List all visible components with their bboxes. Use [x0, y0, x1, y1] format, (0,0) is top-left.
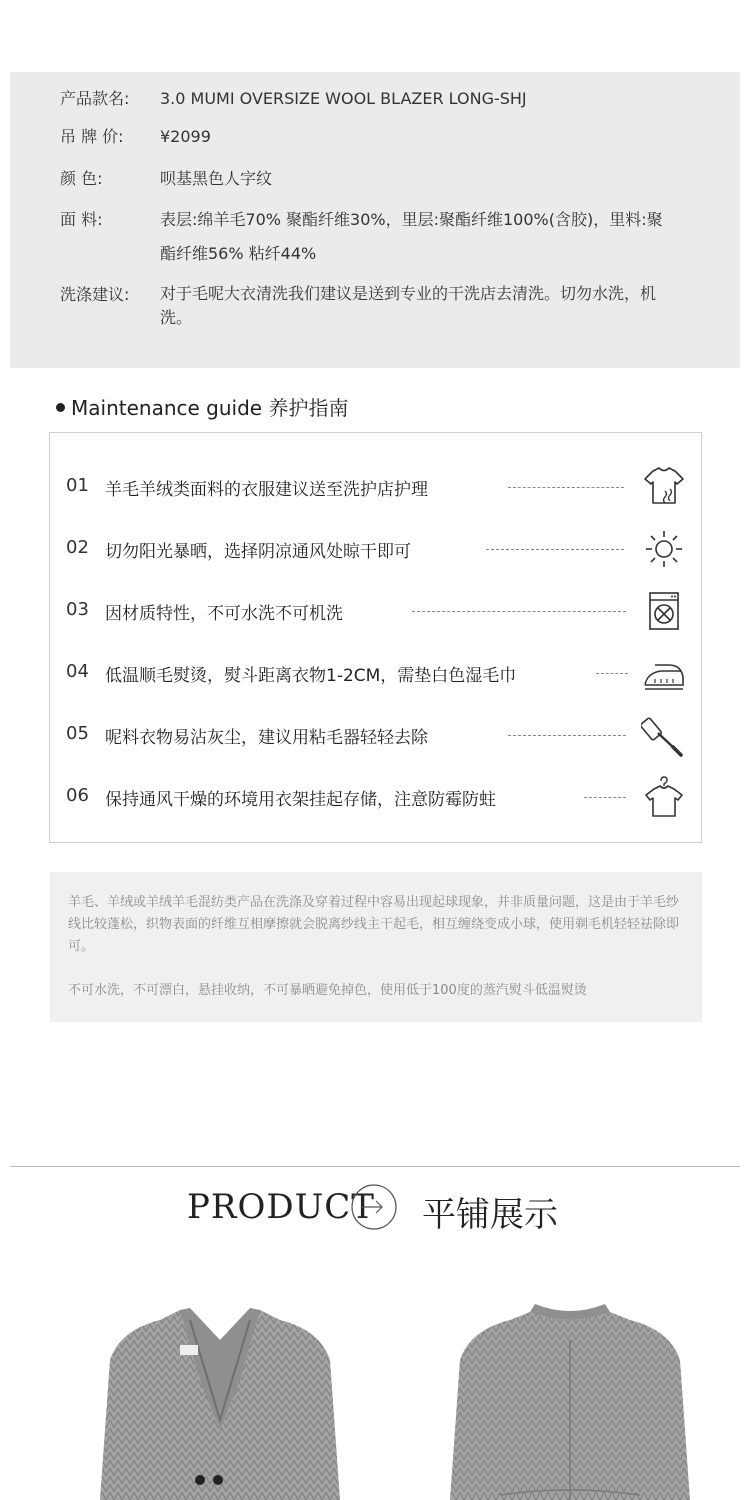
spec-label: 产品款名:	[60, 89, 130, 108]
dotted-leader	[508, 487, 624, 488]
guide-item	[50, 461, 701, 511]
dotted-leader	[508, 735, 626, 736]
lint-roller-icon	[641, 713, 687, 757]
care-note-pilling: 羊毛、羊绒或羊绒羊毛混纺类产品在洗涤及穿着过程中容易出现起球现象，并非质量问题，这是由于羊毛纱线比较蓬松，织物表面的纤维互相摩擦就会脱离纱线主干起毛，相互缠绕变成小球，使用剃毛机轻轻祛除即可。	[68, 895, 680, 954]
guide-item	[50, 709, 701, 759]
guide-item-text: 羊毛羊绒类面料的衣服建议送至洗护店护理	[105, 480, 428, 500]
product-heading-en: PRODUCT	[187, 1187, 375, 1227]
guide-item	[50, 771, 701, 821]
guide-item-number: 06	[66, 785, 89, 806]
product-spec-panel	[10, 72, 740, 368]
guide-item-text: 因材质特性，不可水洗不可机洗	[105, 604, 343, 624]
product-heading-cn: 平铺展示	[422, 1195, 558, 1235]
spec-label: 洗涤建议:	[60, 285, 130, 304]
guide-item-text: 保持通风干燥的环境用衣架挂起存储，注意防霉防蛀	[105, 790, 496, 810]
guide-item-number: 03	[66, 599, 89, 620]
guide-item-number: 01	[66, 475, 89, 496]
guide-item	[50, 523, 701, 573]
spec-label: 面 料:	[60, 210, 103, 229]
spec-value: ¥2099	[160, 127, 211, 146]
iron-icon	[641, 651, 687, 695]
spec-label: 吊 牌 价:	[60, 127, 124, 146]
guide-item-number: 05	[66, 723, 89, 744]
bullet-dot	[56, 403, 65, 412]
guide-item-text: 切勿阳光暴晒，选择阴凉通风处晾干即可	[105, 542, 411, 562]
dotted-leader	[486, 549, 624, 550]
maintenance-guide-title	[56, 392, 348, 421]
maintenance-guide-list	[49, 432, 702, 843]
care-note-washing: 不可水洗，不可漂白，悬挂收纳，不可暴晒避免掉色，使用低于100度的蒸汽熨斗低温熨烫	[68, 983, 587, 998]
guide-item-number: 02	[66, 537, 89, 558]
care-notes-panel	[50, 872, 702, 1022]
spec-label: 颜 色:	[60, 169, 103, 188]
guide-item-text: 呢料衣物易沾灰尘，建议用粘毛器轻轻去除	[105, 728, 428, 748]
guide-item	[50, 647, 701, 697]
sun-icon	[641, 527, 687, 571]
guide-item	[50, 585, 701, 635]
spec-value: 3.0 MUMI OVERSIZE WOOL BLAZER LONG-SHJ	[160, 89, 527, 108]
no-machine-wash-icon	[641, 589, 687, 633]
product-image-back	[440, 1300, 700, 1500]
section-divider	[10, 1166, 740, 1167]
product-image-front	[90, 1300, 350, 1500]
arrow-right-circle-icon	[350, 1183, 398, 1231]
dotted-leader	[596, 673, 628, 674]
hanger-shirt-icon	[641, 775, 687, 819]
guide-item-text: 低温顺毛熨烫，熨斗距离衣物1-2CM，需垫白色湿毛巾	[105, 666, 517, 686]
shirt-clean-icon	[641, 465, 687, 509]
dotted-leader	[412, 611, 626, 612]
dotted-leader	[584, 797, 626, 798]
guide-item-number: 04	[66, 661, 89, 682]
spec-value: 表层:绵羊毛70% 聚酯纤维30%，里层:聚酯纤维100%(含胶)，里料:聚酯纤维56% 粘纤44%	[160, 210, 663, 263]
guide-title-text: Maintenance guide 养护指南	[71, 396, 349, 420]
spec-value: 对于毛呢大衣清洗我们建议是送到专业的干洗店去清洗。切勿水洗，机洗。	[160, 284, 657, 327]
spec-value: 呗基黑色人字纹	[160, 169, 273, 188]
